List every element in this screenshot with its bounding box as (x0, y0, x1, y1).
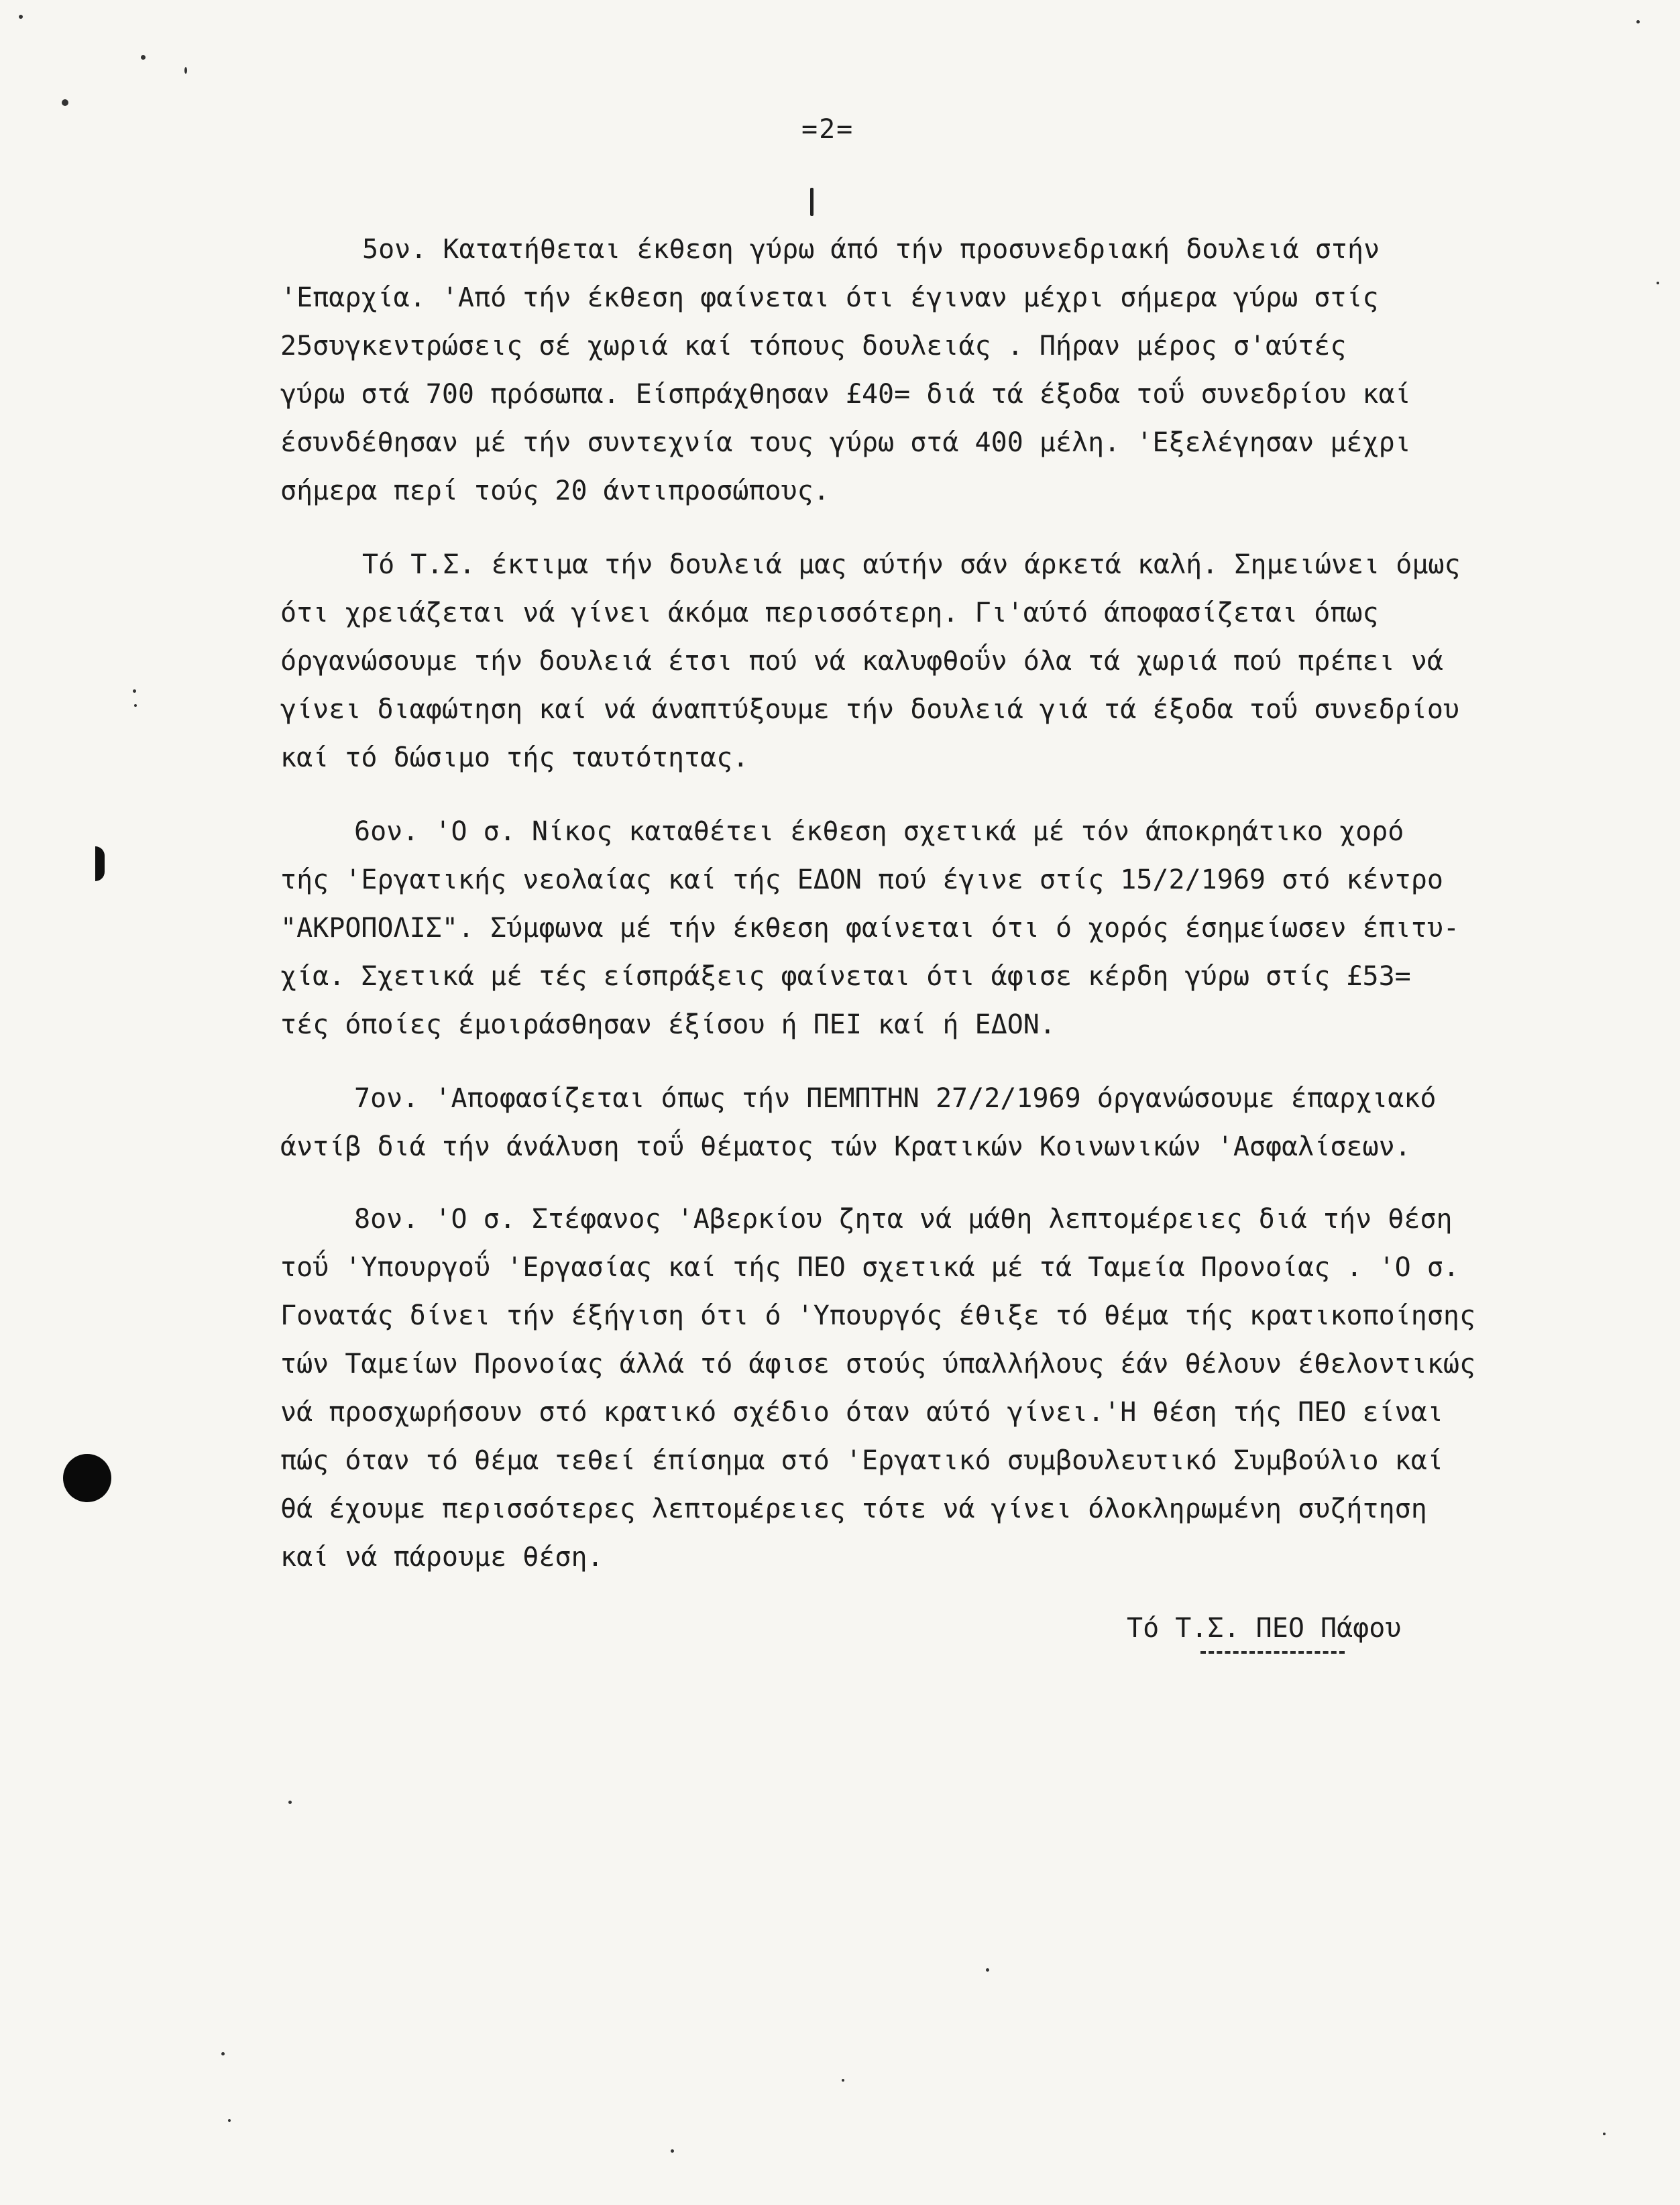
scan-speck (141, 55, 146, 60)
text-line: τοΰ 'Υπουργοΰ 'Εργασίας καί τής ΠΕΟ σχετικά μέ τά Ταμεία Προνοίας . 'Ο σ. (280, 1252, 1459, 1283)
text-line: τών Ταμείων Προνοίας άλλά τό άφισε στούς ύπαλλήλους έάν θέλουν έθελοντικώς (280, 1349, 1476, 1379)
text-line: θά έχουμε περισσότερες λεπτομέρειες τότε νά γίνει όλοκληρωμένη συζήτηση (280, 1493, 1427, 1524)
text-line: 'Επαρχία. 'Από τήν έκθεση φαίνεται ότι έγιναν μέχρι σήμερα γύρω στίς (280, 282, 1379, 313)
text-line: Τό Τ.Σ. έκτιμα τήν δουλειά μας αύτήν σάν άρκετά καλή. Σημειώνει όμως (362, 549, 1461, 580)
scan-speck (134, 704, 137, 707)
scan-speck (221, 2052, 225, 2055)
scan-speck (1657, 282, 1659, 284)
text-line: όργανώσουμε τήν δουλειά έτσι πού νά καλυφθοΰν όλα τά χωριά πού πρέπει νά (280, 646, 1443, 677)
text-line: 6ον. 'Ο σ. Νίκος καταθέτει έκθεση σχετικά μέ τόν άποκρηάτικο χορό (354, 816, 1404, 847)
scan-speck (133, 689, 136, 693)
text-line: χία. Σχετικά μέ τές είσπράξεις φαίνεται ότι άφισε κέρδη γύρω στίς £53= (280, 961, 1411, 992)
text-line: σήμερα περί τούς 20 άντιπροσώπους. (280, 475, 830, 506)
text-line: καί νά πάρουμε θέση. (280, 1542, 604, 1573)
text-line: 25συγκεντρώσεις σέ χωριά καί τόπους δουλειάς . Πήραν μέρος σ'αύτές (280, 331, 1347, 361)
text-line: ότι χρειάζεται νά γίνει άκόμα περισσότερη. Γι'αύτό άποφασίζεται όπως (280, 598, 1379, 628)
text-line: γίνει διαφώτηση καί νά άναπτύξουμε τήν δουλειά γιά τά έξοδα τοΰ συνεδρίου (280, 694, 1459, 725)
signature-underline (1200, 1651, 1345, 1654)
scan-speck (228, 2119, 231, 2122)
text-line: τής 'Εργατικής νεολαίας καί τής ΕΔΟΝ πού έγινε στίς 15/2/1969 στό κέντρο (280, 864, 1443, 895)
scan-speck (184, 67, 187, 74)
text-line: έσυνδέθησαν μέ τήν συντεχνία τους γύρω στά 400 μέλη. 'Εξελέγησαν μέχρι (280, 427, 1411, 458)
scan-speck (1636, 20, 1640, 23)
scan-speck (671, 2149, 674, 2153)
scan-speck (842, 2079, 844, 2082)
punch-hole (63, 1454, 111, 1502)
text-line: 8ον. 'Ο σ. Στέφανος 'Αβερκίου ζητα νά μάθη λεπτομέρειες διά τήν θέση (354, 1204, 1453, 1235)
scan-speck (288, 1801, 292, 1804)
scan-speck (19, 15, 23, 19)
page-number: =2= (801, 114, 854, 145)
margin-mark (95, 846, 105, 881)
text-line: 7ον. 'Αποφασίζεται όπως τήν ΠΕΜΠΤΗΝ 27/2/1969 όργανώσουμε έπαρχιακό (354, 1083, 1437, 1114)
text-line: Γονατάς δίνει τήν έξήγιση ότι ό 'Υπουργός έθιξε τό θέμα τής κρατικοποίησης (280, 1300, 1476, 1331)
scan-speck (986, 1968, 989, 1972)
text-line: 5ον. Κατατήθεται έκθεση γύρω άπό τήν προσυνεδριακή δουλειά στήν (362, 234, 1380, 265)
text-line: καί τό δώσιμο τής ταυτότητας. (280, 742, 749, 773)
text-line: "ΑΚΡΟΠΟΛΙΣ". Σύμφωνα μέ τήν έκθεση φαίνεται ότι ό χορός έσημείωσεν έπιτυ- (280, 913, 1459, 944)
scan-speck (62, 99, 68, 106)
text-line: γύρω στά 700 πρόσωπα. Είσπράχθησαν £40= διά τά έξοδα τοΰ συνεδρίου καί (280, 379, 1411, 410)
text-line: άντίβ διά τήν άνάλυση τοΰ θέματος τών Κρατικών Κοινωνικών 'Ασφαλίσεων. (280, 1131, 1411, 1162)
text-line: τές όποίες έμοιράσθησαν έξίσου ή ΠΕΙ καί ή ΕΔΟΝ. (280, 1009, 1056, 1040)
text-line: πώς όταν τό θέμα τεθεί έπίσημα στό 'Εργατικό συμβουλευτικό Συμβούλιο καί (280, 1445, 1443, 1476)
text-line: νά προσχωρήσουν στό κρατικό σχέδιο όταν αύτό γίνει.'Η θέση τής ΠΕΟ είναι (280, 1397, 1443, 1428)
scan-speck (1603, 2133, 1606, 2135)
signature-line: Τό Τ.Σ. ΠΕΟ Πάφου (1127, 1613, 1402, 1644)
pen-mark (810, 188, 814, 216)
